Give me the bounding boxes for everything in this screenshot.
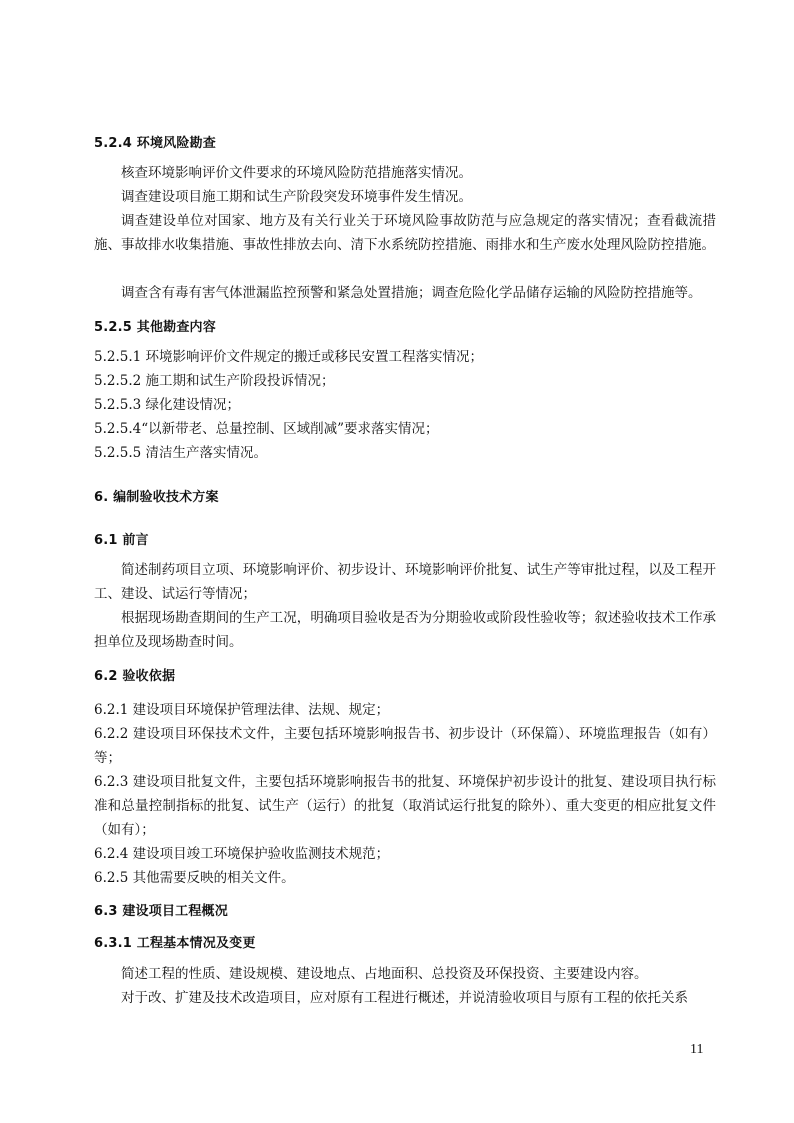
paragraph: 根据现场勘查期间的生产工况，明确项目验收是否为分期验收或阶段性验收等；叙述验收技术工作承担单位及现场勘查时间。 bbox=[94, 610, 716, 650]
list-item: 5.2.5.4“以新带老、总量控制、区域削减”要求落实情况； bbox=[94, 421, 439, 437]
list-item: 6.2.3 建设项目批复文件，主要包括环境影响报告书的批复、环境保护初步设计的批复、建设项目执行标准和总量控制指标的批复、试生产（运行）的批复（取消试运行批复的除外）、重大变更的相应批复文件（如有）； bbox=[94, 774, 716, 838]
list-item: 6.2.5 其他需要反映的相关文件。 bbox=[94, 870, 295, 886]
list-item: 6.2.4 建设项目竣工环境保护验收监测技术规范； bbox=[94, 846, 390, 862]
paragraph: 调查建设单位对国家、地方及有关行业关于环境风险事故防范与应急规定的落实情况；查看截流措施、事故排水收集措施、事故性排放去向、清下水系统防控措施、雨排水和生产废水处理风险防控措施。 bbox=[94, 213, 716, 253]
paragraph: 简述制药项目立项、环境影响评价、初步设计、环境影响评价批复、试生产等审批过程，以及工程开工、建设、试运行等情况； bbox=[94, 562, 716, 602]
list-item: 5.2.5.1 环境影响评价文件规定的搬迁或移民安置工程落实情况； bbox=[94, 349, 484, 365]
section-heading-6-3: 6.3 建设项目工程概况 bbox=[94, 904, 228, 919]
chapter-heading-6: 6. 编制验收技术方案 bbox=[94, 490, 219, 505]
paragraph: 对于改、扩建及技术改造项目，应对原有工程进行概述，并说清验收项目与原有工程的依托关系 bbox=[121, 990, 688, 1006]
page-number: 11 bbox=[690, 1042, 704, 1057]
list-item: 5.2.5.3 绿化建设情况； bbox=[94, 397, 241, 413]
section-heading-5-2-5: 5.2.5 其他勘查内容 bbox=[94, 320, 216, 335]
section-heading-6-1: 6.1 前言 bbox=[94, 533, 149, 548]
section-heading-6-2: 6.2 验收依据 bbox=[94, 669, 176, 684]
paragraph: 简述工程的性质、建设规模、建设地点、占地面积、总投资及环保投资、主要建设内容。 bbox=[121, 966, 648, 982]
section-heading-6-3-1: 6.3.1 工程基本情况及变更 bbox=[94, 936, 256, 951]
section-heading-5-2-4: 5.2.4 环境风险勘查 bbox=[94, 136, 216, 151]
list-item: 5.2.5.2 施工期和试生产阶段投诉情况； bbox=[94, 373, 335, 389]
list-item: 6.2.1 建设项目环境保护管理法律、法规、规定； bbox=[94, 702, 390, 718]
list-item: 6.2.2 建设项目环保技术文件，主要包括环境影响报告书、初步设计（环保篇）、环境监理报告（如有）等； bbox=[94, 726, 716, 766]
paragraph: 核查环境影响评价文件要求的环境风险防范措施落实情况。 bbox=[121, 165, 472, 181]
paragraph: 调查建设项目施工期和试生产阶段突发环境事件发生情况。 bbox=[121, 189, 472, 205]
list-item: 5.2.5.5 清洁生产落实情况。 bbox=[94, 445, 268, 461]
paragraph: 调查含有毒有害气体泄漏监控预警和紧急处置措施；调查危险化学品储存运输的风险防控措施等。 bbox=[121, 285, 702, 301]
